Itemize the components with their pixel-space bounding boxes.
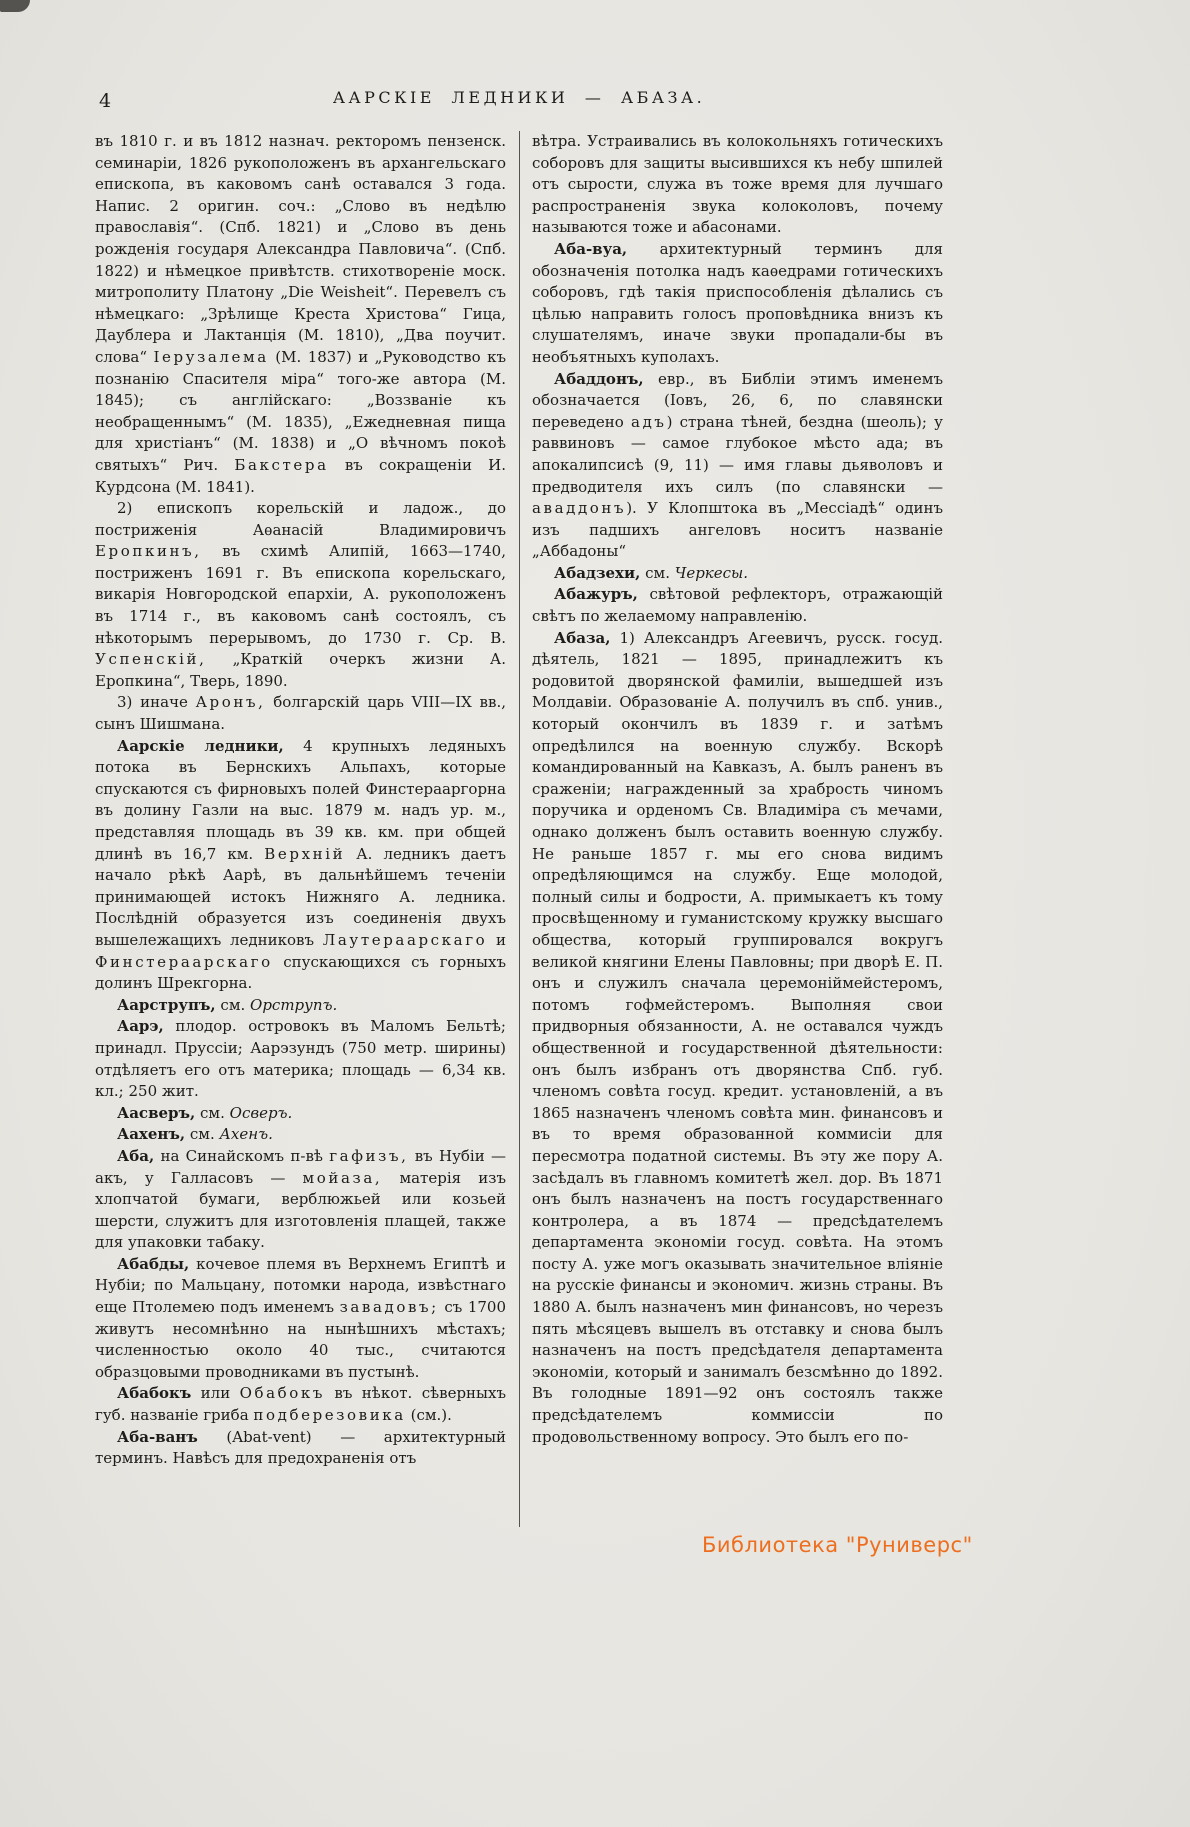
paragraph <box>95 692 506 735</box>
text-segment: Аасверъ, <box>117 1103 196 1122</box>
text-segment: (Abat-vent) — архитектурный терминъ. Навѣсъ для предохраненія отъ <box>95 1427 506 1468</box>
text-segment: Успенскій, <box>95 650 207 669</box>
text-segment: Орструпъ. <box>250 995 338 1014</box>
text-segment: 4 крупныхъ ледяныхъ потока въ Бернскихъ Альпахъ, которые спускаются съ фирновыхъ полей Финстерааргорна въ долину Газли на выс. 1879 м. надъ ур. м., представляя площадь въ 39 кв. км. при общей длинѣ въ 16,7 км. <box>95 736 506 863</box>
text-segment: Абаддонъ, <box>554 369 644 388</box>
text-segment: Верхній <box>264 844 346 863</box>
paragraph <box>532 239 943 369</box>
text-segment: вѣтра. Устраивались въ колокольняхъ готическихъ соборовъ для защиты высившихся къ небу шпилей отъ сырости, служа въ тоже время для лучшаго распространенія звука колоколовъ, почему называются тоже и абасонами. <box>532 132 943 237</box>
text-segment: Аронъ, <box>195 693 266 712</box>
text-segment: свѣтовой рефлекторъ, отражающій свѣтъ по желаемому направленію. <box>532 585 943 626</box>
text-segment: съ 1700 живутъ несомнѣнно на нынѣшнихъ мѣстахъ; численностью около 40 тыс., считаются образцовыми проводниками въ пустынѣ. <box>95 1298 506 1381</box>
text-segment: см. <box>215 995 251 1014</box>
text-segment: евр., въ Библіи этимъ именемъ обозначается (Іовъ, 26, 6, по славянски переведено <box>532 369 943 431</box>
watermark: Библиотека "Руниверс" <box>702 1533 973 1557</box>
paragraph <box>95 1254 506 1384</box>
paragraph <box>95 1124 506 1146</box>
text-segment: завадовъ; <box>339 1298 439 1317</box>
paragraph <box>532 563 943 585</box>
text-segment: Аарэ, <box>117 1017 164 1036</box>
paragraph <box>532 584 943 627</box>
paragraph <box>95 736 506 995</box>
text-segment: плодор. островокъ въ Маломъ Бельтѣ; принадл. Пруссіи; Аарэзундъ (750 метр. ширины) отдѣляетъ его отъ материка; площадь — 6,34 кв. кл.; 250 жит. <box>95 1017 506 1101</box>
text-segment: 2) епископъ корельскій и ладож., до постриженія Аѳанасій Владимировичъ <box>95 499 506 539</box>
page-number: 4 <box>99 90 112 112</box>
text-segment: (М. 1837) и „Руководство къ познанію Спасителя міра“ того-же автора (М. 1845); съ англійскаго: „Воззваніе къ необращеннымъ“ (М. 1835), „Ежедневная пища для христіанъ“ (М. 1838) и „О вѣчномъ покоѣ святыхъ“ Рич. <box>95 347 506 474</box>
text-segment: Аахенъ, <box>117 1125 186 1144</box>
text-segment: см. <box>640 563 675 582</box>
text-segment: матерія изъ хлопчатой бумаги, верблюжьей или козьей шерсти, служитъ для изготовленія плащей, также для упаковки табаку. <box>95 1168 506 1252</box>
text-segment: въ 1810 г. и въ 1812 назнач. ректоромъ пензенск. семинаріи, 1826 рукоположенъ въ архангельскаго епископа, въ каковомъ санѣ оставался 3 года. Напис. 2 оригин. соч.: „Слово въ недѣлю православія“. (Спб. 1821) и „Слово въ день рожденія государя Александра Павловича“. (Спб. 1822) и нѣмецкое привѣтств. стихотвореніе моск. митрополиту Платону „Die Weisheit“. Перевелъ съ нѣмецкаго: „Зрѣлище Креста Христова“ Гица, Даублера и Лактанція (М. 1810), „Два поучит. слова“ <box>95 132 506 366</box>
paragraph <box>95 131 506 498</box>
text-segment: аваддонъ <box>532 499 627 518</box>
text-segment: болгарскій царь VIII—IX вв., сынъ Шишмана. <box>95 693 506 734</box>
column-right <box>532 131 943 1527</box>
running-title: ААРСКІЕ ЛЕДНИКИ — АБАЗА. <box>332 88 706 107</box>
text-segment: Абажуръ, <box>554 585 638 604</box>
text-segment: Іерузалема <box>153 347 269 366</box>
text-segment: ). У Клопштока въ „Мессіадѣ“ одинъ изъ падшихъ ангеловъ носитъ названіе „Аббадоны“ <box>532 499 943 561</box>
text-segment: Абабды, <box>117 1254 190 1273</box>
column-left <box>95 131 506 1527</box>
paragraph <box>532 131 943 239</box>
text-segment: 1) Александръ Агеевичъ, русск. госуд. дѣятель, 1821 — 1895, принадлежитъ къ родовитой дворянской фамиліи, вышедшей изъ Молдавіи. Образованіе А. получилъ въ спб. унив., который окончилъ въ 1839 г. и затѣмъ опредѣлился на военную службу. Вскорѣ командированный на Кавказъ, А. былъ раненъ въ сраженіи; награжденный за храбрость чиномъ поручика и орденомъ Св. Владиміра съ мечами, однако долженъ былъ оставить военную службу. Не раньше 1857 г. мы его снова видимъ опредѣляющимся на службу. Еще молодой, полный силы и бодрости, А. примыкаетъ къ тому просвѣщенному и гуманистскому кружку высшаго общества, который группировался вокругъ великой княгини Елены Павловны; при дворѣ Е. П. онъ и служилъ сначала церемоніймейстеромъ, потомъ гофмейстеромъ. Выполняя свои придворныя обязанности, А. не оставался чуждъ общественной и государственной дѣятельности: онъ былъ избранъ отъ дворянства Спб. губ. членомъ совѣта госуд. кредит. установленій, а въ 1865 назначенъ членомъ совѣта мин. финансовъ и въ то время образованной коммисіи для пересмотра податной системы. Въ эту же пору А. засѣдалъ въ главномъ комитетѣ жел. дор. Въ 1871 онъ былъ назначенъ на постъ государственнаго контролера, а въ 1874 — предсѣдателемъ департамента экономіи госуд. совѣта. На этомъ посту А. уже могъ оказывать значительное вліяніе на русскіе финансы и экономич. жизнь страны. Въ 1880 А. былъ назначенъ мин финансовъ, но черезъ пять мѣсяцевъ вышелъ въ отставку и снова былъ назначенъ на постъ предсѣдателя департамента экономіи, который и занималъ безсмѣнно до 1892. Въ голодные 1891—92 онъ состоялъ также предсѣдателемъ коммиссіи по продовольственному вопросу. Это былъ его по- <box>532 628 943 1446</box>
text-segment: Аба-вуа, <box>554 239 628 258</box>
text-segment: Аба, <box>117 1146 155 1165</box>
text-segment: Черкесы. <box>674 563 749 582</box>
paragraph <box>95 1427 506 1470</box>
text-segment: въ Нубіи — акъ, у Галласовъ — <box>95 1146 506 1187</box>
text-segment: въ схимѣ Алипій, 1663—1740, постриженъ 1691 г. Въ епископа корельскаго, викарія Новгородской епархіи, А. рукоположенъ въ 1714 г., въ каковомъ санѣ состоялъ, съ нѣкоторымъ перерывомъ, до 1730 г. Ср. В. <box>95 542 506 647</box>
text-segment: Абабокъ <box>117 1384 192 1403</box>
text-segment: мойаза, <box>302 1168 383 1187</box>
text-segment: А. ледникъ даетъ начало рѣкѣ Аарѣ, въ дальнѣйшемъ теченіи принимающей истокъ Нижняго А. ледника. Послѣдній образуется изъ соединенія двухъ вышележащихъ ледниковъ <box>95 844 506 949</box>
text-segment: (см.). <box>405 1406 452 1425</box>
text-segment: Обабокъ <box>239 1384 326 1403</box>
text-segment: Еропкинъ, <box>95 542 202 561</box>
text-segment: кочевое племя въ Верхнемъ Египтѣ и Нубіи; по Мальцану, потомки народа, извѣстнаго еще Птолемею подъ именемъ <box>95 1254 506 1317</box>
text-segment: Лаутераарскаго <box>322 930 488 949</box>
paragraph <box>95 498 506 692</box>
paragraph <box>95 995 506 1017</box>
text-segment: въ нѣкот. сѣверныхъ губ. названіе гриба <box>95 1384 506 1425</box>
text-segment: ) страна тѣней, бездна (шеоль); у раввиновъ — самое глубокое мѣсто ада; въ апокалипсисѣ (9, 11) — имя главы дьяволовъ и предводителя ихъ силъ (по славянски — <box>532 412 943 496</box>
text-segment: Аарскіе ледники, <box>117 736 284 755</box>
text-block <box>95 131 943 1527</box>
text-segment: Абаза, <box>554 628 611 647</box>
text-segment: спускающихся съ горныхъ долинъ Шрекгорна. <box>95 952 506 993</box>
text-segment: Бакстера <box>234 455 329 474</box>
text-segment: Ахенъ. <box>219 1125 273 1144</box>
text-segment: Аарструпъ, <box>117 995 216 1014</box>
text-segment: въ сокращеніи И. Курдсона (М. 1841). <box>95 455 506 496</box>
text-segment: 3) иначе <box>117 693 196 712</box>
text-segment: Абадзехи, <box>554 563 641 582</box>
paragraph <box>95 1146 506 1254</box>
text-segment: или <box>191 1384 240 1403</box>
text-segment: гафизъ, <box>329 1146 409 1165</box>
column-divider <box>519 131 520 1527</box>
text-segment: архитектурный терминъ для обозначенія потолка надъ каѳедрами готическихъ соборовъ, гдѣ такія приспособленія дѣлались съ цѣлью направить голосъ проповѣдника внизъ къ слушателямъ, иначе звуки пропадали-бы въ необъятныхъ куполахъ. <box>532 239 943 366</box>
text-segment: Финстераарскаго <box>95 952 273 971</box>
paragraph <box>95 1383 506 1426</box>
text-segment: подберезовика <box>253 1406 406 1425</box>
text-segment: Аба-ванъ <box>117 1427 198 1446</box>
text-segment: см. <box>195 1103 230 1122</box>
paragraph <box>95 1016 506 1102</box>
text-segment: на Синайскомъ п-вѣ <box>154 1146 330 1165</box>
paragraph <box>95 1103 506 1125</box>
paragraph <box>532 628 943 1449</box>
text-segment: и <box>487 930 506 949</box>
text-segment: „Краткій очеркъ жизни А. Еропкина“, Тверь, 1890. <box>95 650 506 690</box>
scan-corner-artifact <box>0 0 30 12</box>
text-segment: см. <box>185 1125 220 1144</box>
paragraph <box>532 369 943 563</box>
text-segment: Осверъ. <box>229 1103 293 1122</box>
text-segment: адъ <box>631 412 667 431</box>
page-header <box>95 88 943 118</box>
